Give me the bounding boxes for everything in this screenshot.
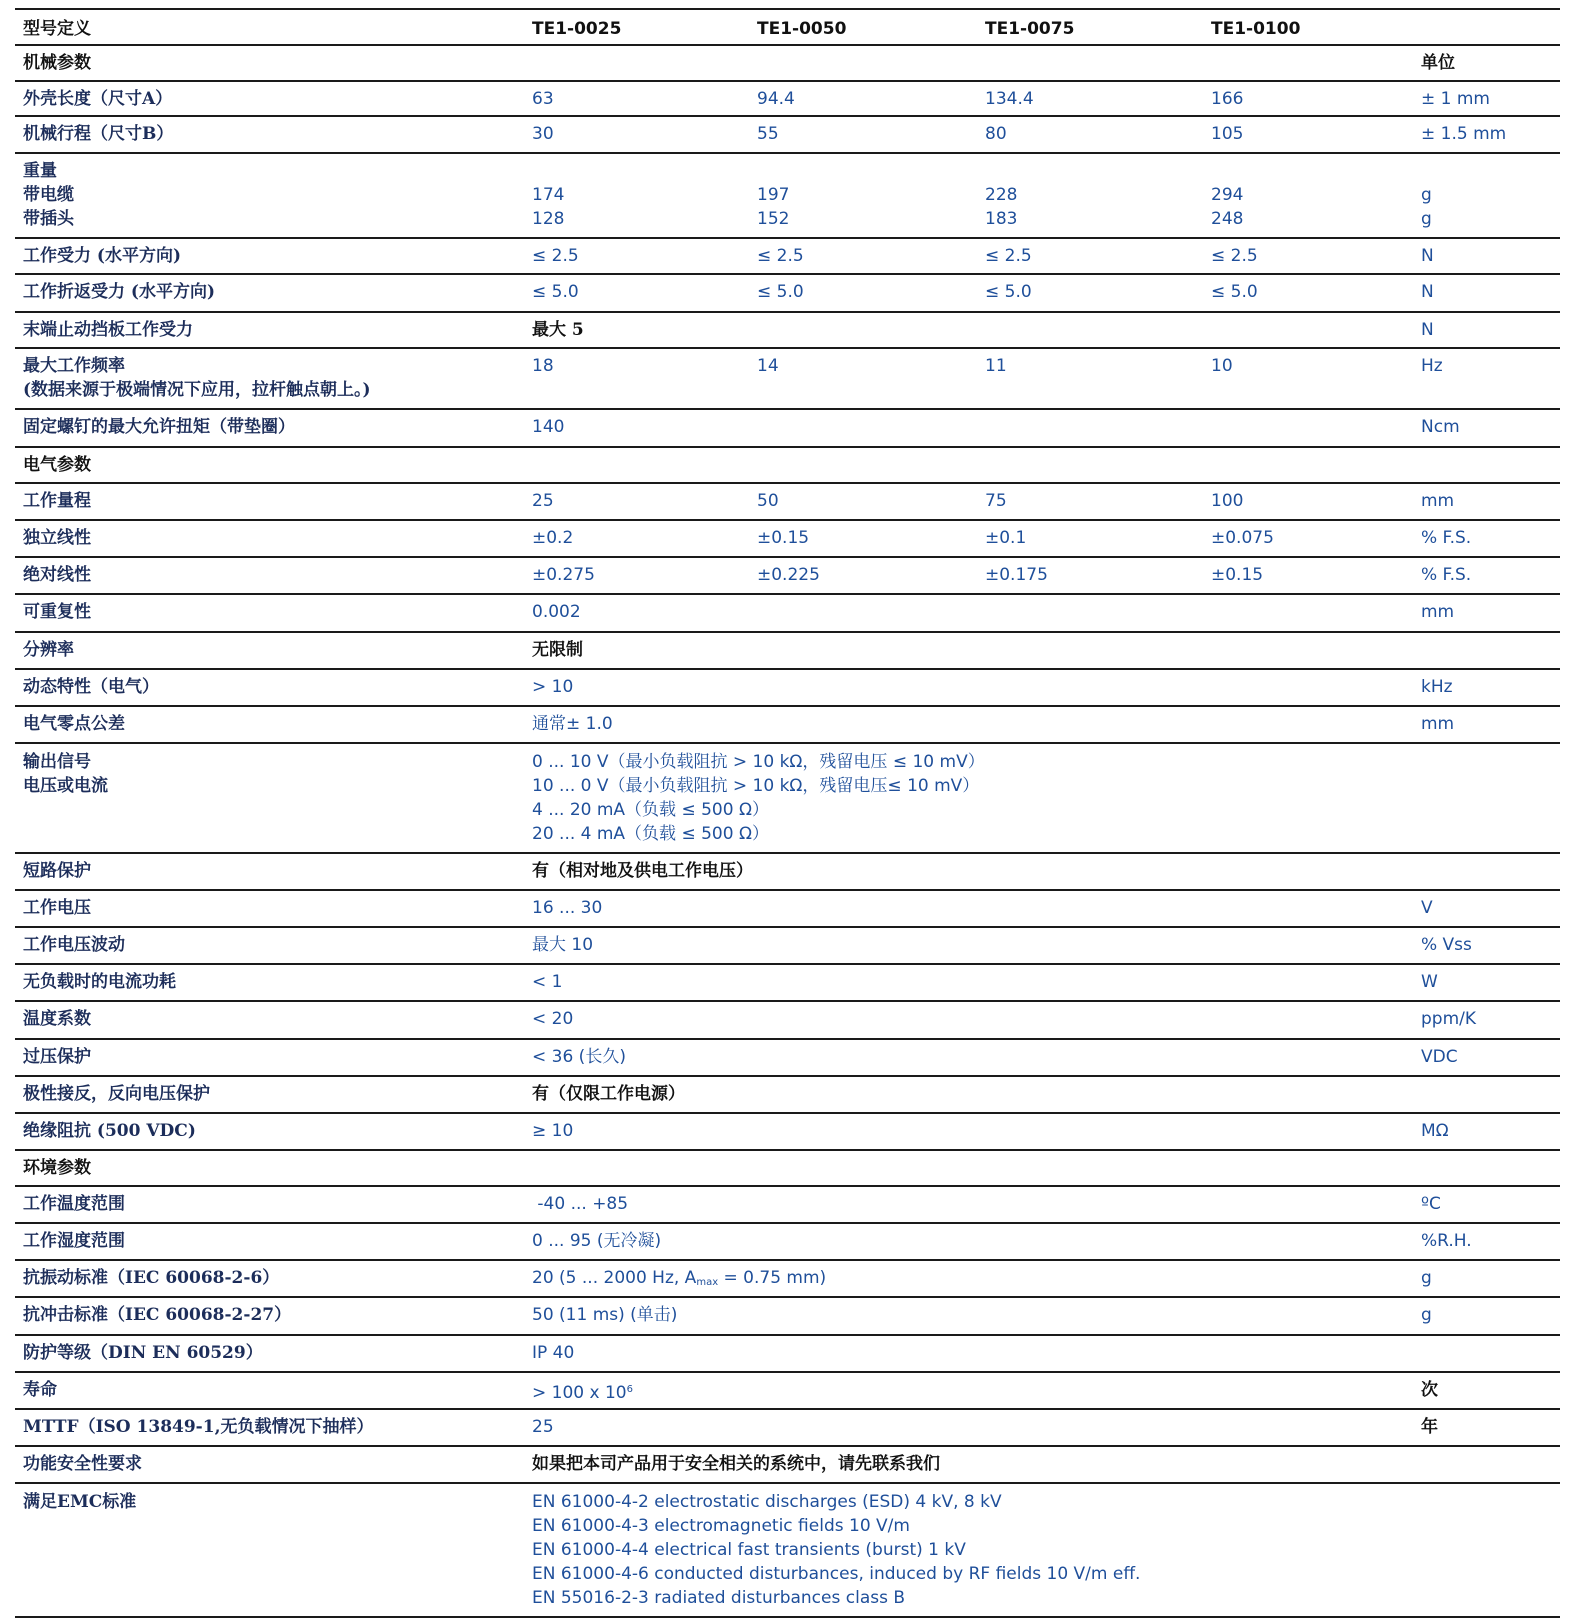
value-3: ≤ 5.0	[985, 282, 1032, 302]
value: 0 ... 95 (无冷凝)	[532, 1231, 662, 1251]
row-measuring-range	[15, 482, 1560, 519]
row-label: 功能安全性要求	[23, 1454, 142, 1474]
row-label: 独立线性	[23, 528, 91, 548]
unit: g	[1421, 1268, 1432, 1288]
value: 50 (11 ms) (单击)	[532, 1305, 678, 1325]
unit: ppm/K	[1421, 1009, 1477, 1029]
header-title: 型号定义	[23, 19, 91, 39]
row-label: 短路保护	[23, 861, 91, 881]
row-end-stop-force	[15, 311, 1560, 347]
unit: g	[1421, 1305, 1432, 1325]
row-label: 工作温度范围	[23, 1194, 125, 1214]
output-line-3: 4 ... 20 mA（负载 ≤ 500 Ω）	[532, 800, 769, 820]
row-sublabel-cable: 带电缆	[23, 185, 74, 205]
value-part: > 100 x 10	[532, 1383, 627, 1403]
row-vibration	[15, 1259, 1560, 1296]
row-insulation	[15, 1112, 1560, 1149]
unit: mm	[1421, 491, 1455, 511]
unit: W	[1421, 972, 1438, 992]
value-4: ±0.15	[1211, 565, 1264, 585]
row-label: 工作受力 (水平方向)	[23, 246, 182, 266]
section-electrical	[15, 446, 1560, 482]
output-line-4: 20 ... 4 mA（负载 ≤ 500 Ω）	[532, 824, 769, 844]
unit: 次	[1421, 1380, 1438, 1400]
unit: V	[1421, 898, 1433, 918]
value: > 10	[532, 677, 574, 697]
row-label: 满足EMC标准	[23, 1492, 137, 1512]
value-1: 128	[532, 209, 565, 229]
row-label: 工作电压波动	[23, 935, 125, 955]
emc-line-2: EN 61000-4-3 electromagnetic fields 10 V/m	[532, 1516, 910, 1536]
unit: Hz	[1421, 356, 1443, 376]
row-label: MTTF（ISO 13849-1,无负载情况下抽样）	[23, 1417, 374, 1437]
value-3: 134.4	[985, 89, 1034, 109]
value-3: ±0.1	[985, 528, 1027, 548]
value-4: 10	[1211, 356, 1233, 376]
value-2: 94.4	[757, 89, 795, 109]
row-label: 可重复性	[23, 602, 91, 622]
value-4: 294	[1211, 185, 1244, 205]
row-zero-tolerance	[15, 705, 1560, 742]
row-resolution	[15, 631, 1560, 668]
unit: VDC	[1421, 1047, 1458, 1067]
row-label: 电气零点公差	[23, 714, 125, 734]
value-3: 80	[985, 124, 1007, 144]
value-2: 14	[757, 356, 779, 376]
value-3: ≤ 2.5	[985, 246, 1032, 266]
row-label: 无负载时的电流功耗	[23, 972, 176, 992]
value-2: ±0.225	[757, 565, 820, 585]
unit: %R.H.	[1421, 1231, 1472, 1251]
value: 25	[532, 1417, 554, 1437]
value-2: 55	[757, 124, 779, 144]
row-label: 工作折返受力 (水平方向)	[23, 282, 216, 302]
value-4: ≤ 5.0	[1211, 282, 1258, 302]
unit: N	[1421, 282, 1434, 302]
row-dynamics	[15, 668, 1560, 705]
value: ≥ 10	[532, 1121, 574, 1141]
value: 16 ... 30	[532, 898, 603, 918]
emc-line-5: EN 55016-2-3 radiated disturbances class B	[532, 1588, 906, 1608]
row-label: 工作电压	[23, 898, 91, 918]
row-label: 寿命	[23, 1380, 57, 1400]
value: 0.002	[532, 602, 581, 622]
value: 无限制	[532, 640, 583, 660]
row-temp-coefficient	[15, 1000, 1560, 1038]
value-2: 197	[757, 185, 790, 205]
value-4: 248	[1211, 209, 1244, 229]
unit-header: 单位	[1421, 53, 1455, 73]
value-4: 105	[1211, 124, 1244, 144]
row-label: 抗冲击标准（IEC 60068-2-27）	[23, 1305, 292, 1325]
row-ripple	[15, 926, 1560, 963]
section-environmental	[15, 1149, 1560, 1185]
row-life	[15, 1371, 1560, 1408]
row-label: 工作量程	[23, 491, 91, 511]
unit: kHz	[1421, 677, 1453, 697]
value-1: ±0.2	[532, 528, 574, 548]
row-housing-length	[15, 80, 1560, 115]
unit: mm	[1421, 714, 1455, 734]
row-reverse-polarity	[15, 1075, 1560, 1112]
value-superscript: 6	[626, 1384, 633, 1395]
row-mechanical-stroke	[15, 115, 1560, 152]
model-4: TE1-0100	[1211, 19, 1301, 39]
row-label: 外壳长度（尺寸A）	[23, 89, 173, 109]
value: < 36 (长久)	[532, 1047, 626, 1067]
value-4: 166	[1211, 89, 1244, 109]
row-supply-voltage	[15, 889, 1560, 926]
unit: Ncm	[1421, 417, 1460, 437]
unit: 年	[1421, 1417, 1438, 1437]
unit: MΩ	[1421, 1121, 1449, 1141]
value-3: 11	[985, 356, 1007, 376]
row-label: 输出信号	[23, 752, 91, 772]
row-label: 极性接反，反向电压保护	[23, 1084, 210, 1104]
row-label: 末端止动挡板工作受力	[23, 320, 193, 340]
row-operating-force	[15, 237, 1560, 273]
value-1: 25	[532, 491, 554, 511]
row-overvoltage	[15, 1038, 1560, 1075]
value	[532, 1378, 633, 1405]
value-1: ≤ 2.5	[532, 246, 579, 266]
value: 如果把本司产品用于安全相关的系统中，请先联系我们	[532, 1454, 940, 1474]
unit: ºC	[1421, 1194, 1441, 1214]
value-3: 183	[985, 209, 1018, 229]
row-absolute-linearity	[15, 556, 1560, 593]
unit: g	[1421, 185, 1432, 205]
value-part: 20 (5 ... 2000 Hz, A	[532, 1268, 697, 1288]
value-1: 30	[532, 124, 554, 144]
row-label: 重量	[23, 161, 57, 181]
value: < 20	[532, 1009, 574, 1029]
value-1: 18	[532, 356, 554, 376]
row-sublabel: 电压或电流	[23, 776, 108, 796]
unit: % F.S.	[1421, 528, 1472, 548]
value: 有（相对地及供电工作电压）	[532, 861, 753, 881]
emc-line-1: EN 61000-4-2 electrostatic discharges (ESD) 4 kV, 8 kV	[532, 1492, 1002, 1512]
row-max-frequency	[15, 347, 1560, 408]
value-1: 63	[532, 89, 554, 109]
unit: ± 1.5 mm	[1421, 124, 1507, 144]
unit: % F.S.	[1421, 565, 1472, 585]
value-1: ±0.275	[532, 565, 595, 585]
value-part: = 0.75 mm)	[718, 1268, 827, 1288]
value-1: ≤ 5.0	[532, 282, 579, 302]
value-4: 100	[1211, 491, 1244, 511]
section-title: 机械参数	[23, 53, 91, 73]
row-note: (数据来源于极端情况下应用，拉杆触点朝上。)	[23, 380, 371, 400]
row-mttf	[15, 1408, 1560, 1445]
value-2: ±0.15	[757, 528, 810, 548]
value-3: 75	[985, 491, 1007, 511]
value-1: 174	[532, 185, 565, 205]
value-2: ≤ 5.0	[757, 282, 804, 302]
model-3: TE1-0075	[985, 19, 1075, 39]
value: -40 ... +85	[532, 1194, 629, 1214]
unit: N	[1421, 246, 1434, 266]
section-title: 电气参数	[23, 455, 91, 475]
row-temperature	[15, 1185, 1560, 1222]
row-torque	[15, 408, 1560, 446]
row-shock	[15, 1296, 1560, 1334]
section-mechanical	[15, 44, 1560, 80]
row-sublabel-plug: 带插头	[23, 209, 74, 229]
value: < 1	[532, 972, 563, 992]
row-protection	[15, 1334, 1560, 1371]
row-humidity	[15, 1222, 1560, 1259]
spec-table	[15, 8, 1560, 1618]
model-2: TE1-0050	[757, 19, 847, 39]
value	[532, 1266, 826, 1295]
row-label: 动态特性（电气）	[23, 677, 159, 697]
row-label: 绝缘阻抗 (500 VDC)	[23, 1121, 196, 1141]
row-current-consumption	[15, 963, 1560, 1000]
row-return-force	[15, 273, 1560, 311]
unit: ± 1 mm	[1421, 89, 1490, 109]
value-2: 152	[757, 209, 790, 229]
row-weight	[15, 152, 1560, 237]
value: 最大 10	[532, 935, 594, 955]
row-repeatability	[15, 593, 1560, 631]
value-3: 228	[985, 185, 1018, 205]
output-line-1: 0 ... 10 V（最小负载阻抗 > 10 kΩ，残留电压 ≤ 10 mV）	[532, 752, 985, 772]
unit: N	[1421, 320, 1434, 340]
row-label: 机械行程（尺寸B）	[23, 124, 174, 144]
row-label: 防护等级（DIN EN 60529）	[23, 1343, 263, 1363]
value: 最大 5	[532, 320, 584, 340]
row-label: 最大工作频率	[23, 356, 125, 376]
value: IP 40	[532, 1343, 575, 1363]
value-4: ≤ 2.5	[1211, 246, 1258, 266]
value-2: 50	[757, 491, 779, 511]
row-label: 抗振动标准（IEC 60068-2-6）	[23, 1268, 280, 1288]
value: 有（仅限工作电源）	[532, 1084, 685, 1104]
row-safety	[15, 1445, 1560, 1482]
section-title: 环境参数	[23, 1158, 91, 1178]
row-label: 过压保护	[23, 1047, 91, 1067]
emc-line-3: EN 61000-4-4 electrical fast transients (burst) 1 kV	[532, 1540, 966, 1560]
value-subscript: max	[696, 1277, 719, 1288]
row-label: 工作湿度范围	[23, 1231, 125, 1251]
model-1: TE1-0025	[532, 19, 622, 39]
header-row	[15, 8, 1560, 44]
row-short-circuit	[15, 852, 1560, 889]
row-label: 固定螺钉的最大允许扭矩（带垫圈）	[23, 417, 295, 437]
row-label: 分辨率	[23, 640, 74, 660]
row-label: 绝对线性	[23, 565, 91, 585]
value-4: ±0.075	[1211, 528, 1274, 548]
value: 140	[532, 417, 565, 437]
emc-line-4: EN 61000-4-6 conducted disturbances, induced by RF fields 10 V/m eff.	[532, 1564, 1141, 1584]
output-line-2: 10 ... 0 V（最小负载阻抗 > 10 kΩ，残留电压≤ 10 mV）	[532, 776, 980, 796]
row-emc	[15, 1482, 1560, 1618]
value-3: ±0.175	[985, 565, 1048, 585]
row-output-signal	[15, 742, 1560, 852]
value-2: ≤ 2.5	[757, 246, 804, 266]
unit: g	[1421, 209, 1432, 229]
unit: % Vss	[1421, 935, 1472, 955]
value: 通常± 1.0	[532, 714, 613, 734]
row-label: 温度系数	[23, 1009, 91, 1029]
unit: mm	[1421, 602, 1455, 622]
row-independent-linearity	[15, 519, 1560, 556]
